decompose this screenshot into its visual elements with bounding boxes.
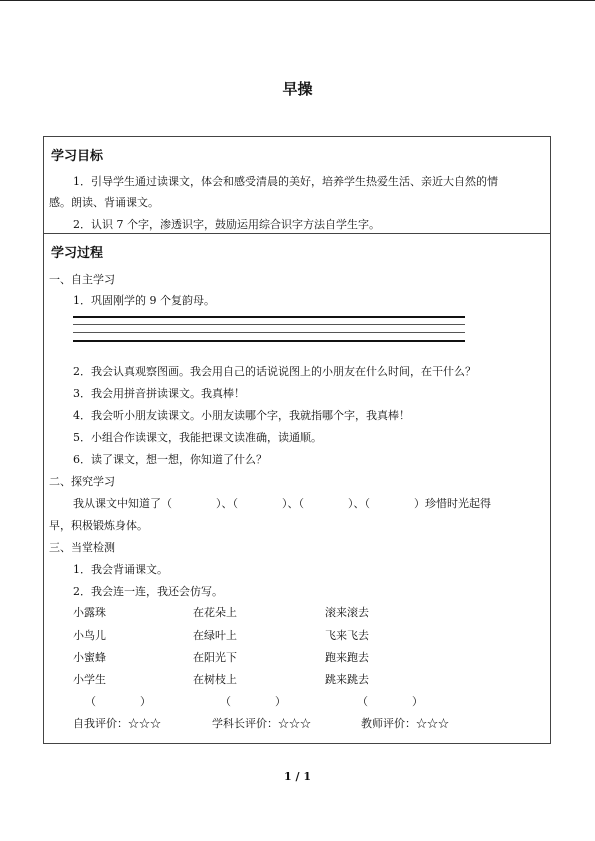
match-place-4: 在树枝上 bbox=[193, 673, 237, 686]
self-evaluation: 自我评价：☆☆☆ bbox=[73, 717, 161, 730]
goal-item-1-line-2: 感。朗读、背诵课文。 bbox=[49, 196, 159, 209]
leader-evaluation: 学科长评价：☆☆☆ bbox=[212, 717, 311, 730]
writing-line-1 bbox=[73, 316, 465, 318]
match-action-2: 飞来飞去 bbox=[325, 629, 369, 642]
process-heading: 学习过程 bbox=[51, 246, 104, 261]
goal-item-1-line-1: 1．引导学生通过读课文，体会和感受清晨的美好，培养学生热爱生活、亲近大自然的情 bbox=[73, 175, 498, 188]
section-1-item-5: 5．小组合作读课文，我能把课文读准确，读通顺。 bbox=[73, 431, 322, 444]
table-divider bbox=[43, 233, 551, 234]
section-1-item-1: 1．巩固刚学的 9 个复韵母。 bbox=[73, 294, 215, 307]
match-subject-1: 小露珠 bbox=[73, 606, 106, 619]
section-3-item-2: 2．我会连一连，我还会仿写。 bbox=[73, 585, 223, 598]
section-1-item-4: 4．我会听小朋友读课文。小朋友读哪个字，我就指哪个字，我真棒！ bbox=[73, 409, 410, 422]
section-3-heading: 三、当堂检测 bbox=[49, 541, 115, 554]
writing-line-4 bbox=[73, 340, 465, 342]
section-1-item-6: 6．读了课文，想一想，你知道了什么？ bbox=[73, 453, 267, 466]
match-action-4: 跳来跳去 bbox=[325, 673, 369, 686]
section-1-heading: 一、自主学习 bbox=[49, 273, 115, 286]
match-subject-2: 小鸟儿 bbox=[73, 629, 106, 642]
page-title: 早操 bbox=[282, 80, 313, 98]
match-place-2: 在绿叶上 bbox=[193, 629, 237, 642]
section-1-item-2: 2．我会认真观察图画。我会用自己的话说说图上的小朋友在什么时间，在干什么？ bbox=[73, 365, 476, 378]
match-action-3: 跑来跑去 bbox=[325, 651, 369, 664]
goals-heading: 学习目标 bbox=[51, 149, 104, 164]
match-subject-3: 小蜜蜂 bbox=[73, 651, 106, 664]
teacher-evaluation: 教师评价：☆☆☆ bbox=[361, 717, 449, 730]
blank-1: （ ） bbox=[85, 695, 151, 708]
section-2-line-2: 早，积极锻炼身体。 bbox=[49, 519, 148, 532]
header-rule bbox=[0, 0, 595, 1]
match-place-3: 在阳光下 bbox=[193, 651, 237, 664]
section-3-item-1: 1．我会背诵课文。 bbox=[73, 563, 168, 576]
match-subject-4: 小学生 bbox=[73, 673, 106, 686]
section-2-line-1: 我从课文中知道了（ ）、（ ）、（ ）、（ ）珍惜时光起得 bbox=[73, 497, 491, 510]
section-1-item-3: 3．我会用拼音拼读课文。我真棒！ bbox=[73, 387, 245, 400]
blank-2: （ ） bbox=[220, 695, 286, 708]
writing-line-3 bbox=[73, 332, 465, 333]
match-action-1: 滚来滚去 bbox=[325, 606, 369, 619]
writing-line-2 bbox=[73, 324, 465, 325]
section-2-heading: 二、探究学习 bbox=[49, 475, 115, 488]
match-place-1: 在花朵上 bbox=[193, 606, 237, 619]
blank-3: （ ） bbox=[357, 695, 423, 708]
goal-item-2: 2．认识 7 个字，渗透识字，鼓励运用综合识字方法自学生字。 bbox=[73, 218, 380, 231]
page-number: 1 / 1 bbox=[284, 770, 311, 783]
